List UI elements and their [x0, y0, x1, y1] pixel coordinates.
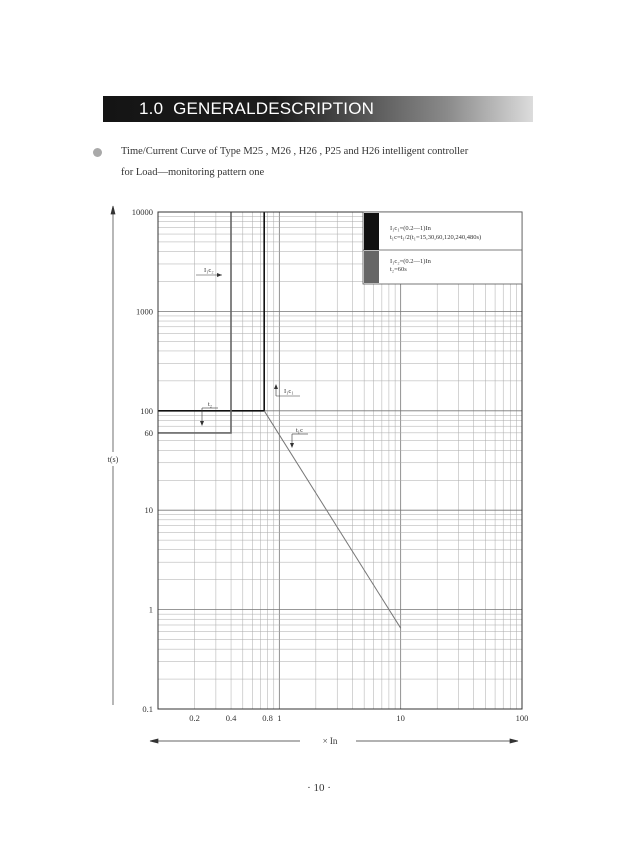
x-axis-label: × In [322, 736, 338, 746]
annotation-t2: t₂ [208, 401, 213, 408]
chart-grid [158, 212, 522, 709]
legend [363, 212, 522, 284]
x-axis-arrow-right-head [510, 739, 518, 743]
y-axis-label: t(s) [107, 455, 119, 464]
legend-swatch-2 [364, 251, 379, 283]
legend-entry-2-line-2: t₂=60s [390, 266, 407, 273]
description-line-1: Time/Current Curve of Type M25 , M26 , H26 , P25 and H26 intelligent controller [121, 146, 469, 157]
annotations [196, 267, 308, 448]
annotation-ic1: I₁c₁ [284, 388, 294, 395]
x-tick-label: 100 [515, 713, 529, 723]
annotation-ic2: I₁c₂ [204, 267, 214, 274]
legend-box [363, 212, 522, 284]
x-tick-label: 0.4 [225, 713, 237, 723]
legend-entry-1-line-1: I₁c₁=(0.2—1)In [390, 225, 431, 232]
y-tick-label: 1000 [136, 306, 153, 317]
annotation-t1c-arrow [290, 443, 294, 448]
y-tick-label: 10000 [131, 207, 153, 217]
x-tick-label: 1 [277, 713, 282, 723]
legend-entry-2-line-1: I₁c₂=(0.2—1)In [390, 258, 431, 265]
plot-frame [158, 212, 522, 709]
y-tick-label: 1 [148, 604, 153, 615]
page-number: · 10 · [307, 782, 331, 794]
annotation-ic1-arrow [274, 384, 278, 389]
description-line-2: for Load—monitoring pattern one [121, 167, 265, 178]
legend-entry-1-line-2: t₁c=t₁/2(t₁=15,30,60,120,240,480s) [390, 234, 482, 241]
x-tick-label: 0.8 [262, 713, 273, 723]
annotation-ic2-arrow [217, 273, 222, 277]
x-axis-arrow-left-head [150, 739, 158, 743]
annotation-t1c: t₁c [296, 427, 303, 434]
y-tick-label: 0.1 [142, 704, 153, 714]
x-tick-label: 10 [396, 713, 405, 723]
y-tick-label: 100 [140, 405, 153, 416]
annotation-t2-arrow [200, 421, 204, 426]
section-title: 1.0 GENERALDESCRIPTION [139, 99, 375, 118]
y-tick-label: 10 [144, 505, 153, 516]
curve-series-3 [264, 411, 401, 628]
y-tick-label: 60 [144, 427, 153, 438]
y-axis-arrow-head [111, 206, 115, 214]
legend-swatch-1 [364, 213, 379, 250]
x-tick-label: 0.2 [189, 713, 200, 723]
